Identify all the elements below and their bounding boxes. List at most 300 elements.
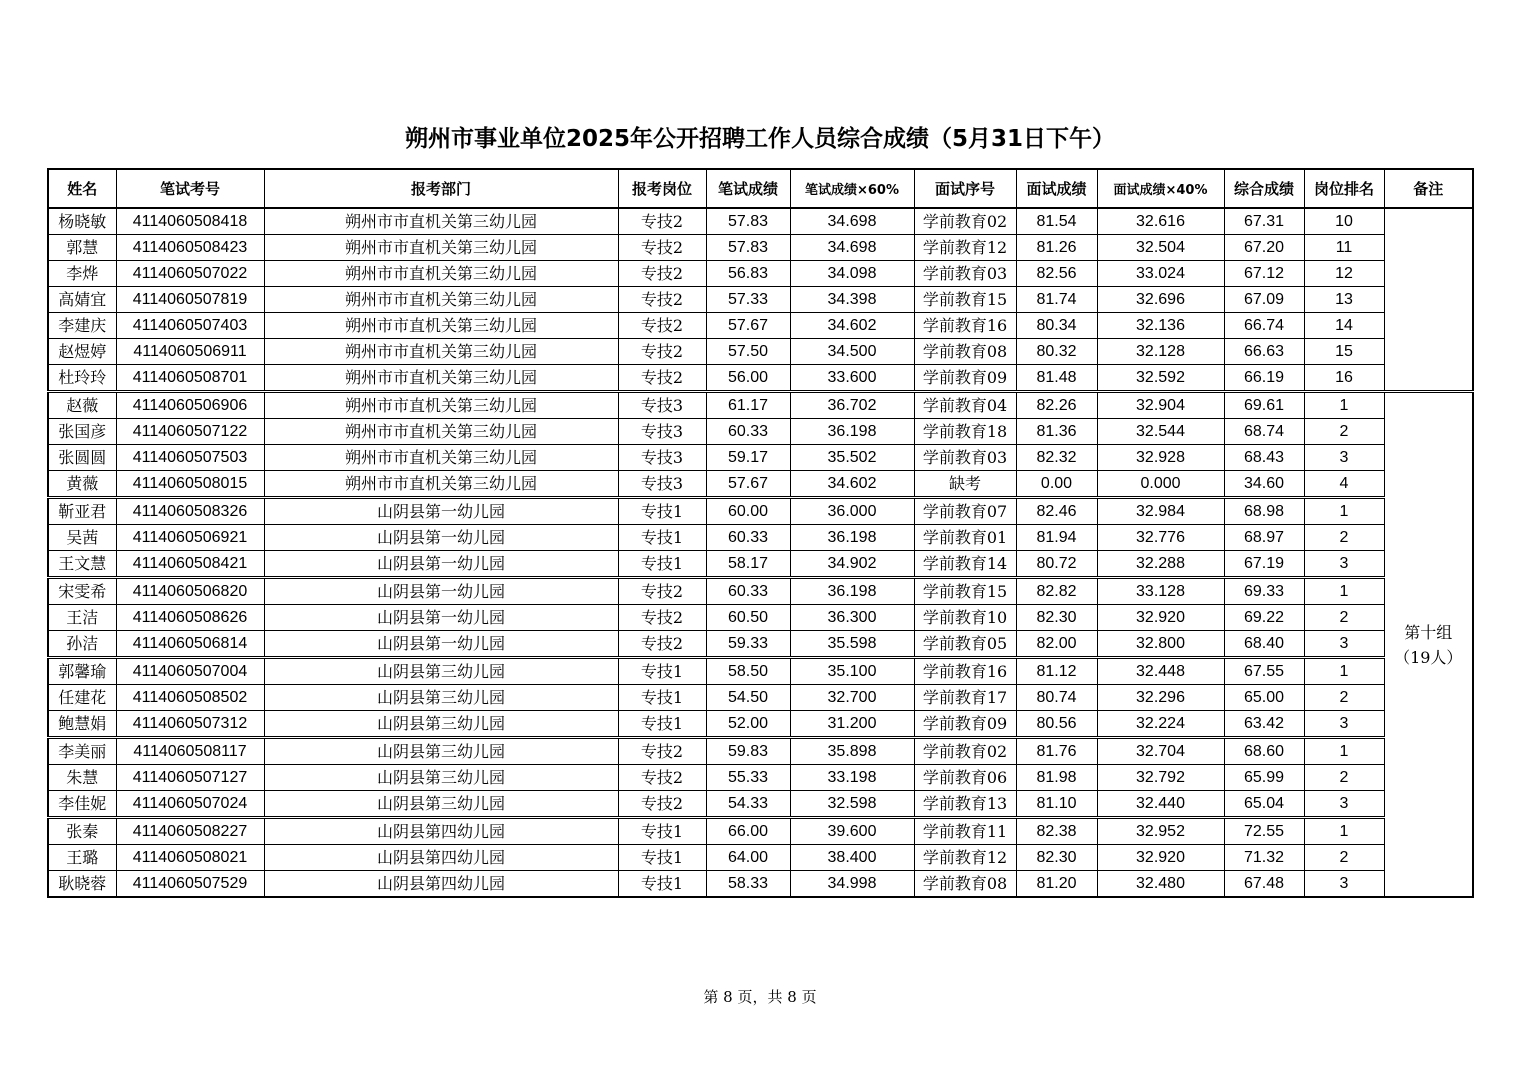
- cell-interview-score: 81.12: [1016, 658, 1097, 685]
- cell-interview-score: 82.30: [1016, 605, 1097, 631]
- cell-name: 吴茜: [48, 525, 116, 551]
- cell-department: 山阴县第四幼儿园: [264, 871, 618, 898]
- cell-department: 朔州市市直机关第三幼儿园: [264, 208, 618, 235]
- cell-interview-score: 82.30: [1016, 845, 1097, 871]
- cell-interview-weighted: 32.792: [1097, 765, 1224, 791]
- cell-exam-no: 4114060507819: [116, 287, 264, 313]
- cell-position: 专技2: [618, 765, 706, 791]
- cell-interview-weighted: 33.128: [1097, 578, 1224, 605]
- header-rank: 岗位排名: [1304, 169, 1384, 208]
- cell-name: 李烨: [48, 261, 116, 287]
- cell-position: 专技2: [618, 208, 706, 235]
- cell-total-score: 69.33: [1224, 578, 1304, 605]
- cell-department: 朔州市市直机关第三幼儿园: [264, 445, 618, 471]
- cell-written-score: 55.33: [706, 765, 790, 791]
- header-remark: 备注: [1384, 169, 1473, 208]
- cell-exam-no: 4114060508326: [116, 498, 264, 525]
- cell-department: 山阴县第三幼儿园: [264, 711, 618, 738]
- cell-name: 王璐: [48, 845, 116, 871]
- cell-written-score: 57.50: [706, 339, 790, 365]
- table-row: [48, 261, 1473, 287]
- cell-interview-score: 81.26: [1016, 235, 1097, 261]
- cell-total-score: 65.99: [1224, 765, 1304, 791]
- cell-name: 郭慧: [48, 235, 116, 261]
- cell-interview-weighted: 32.296: [1097, 685, 1224, 711]
- cell-total-score: 68.74: [1224, 419, 1304, 445]
- cell-interview-weighted: 32.224: [1097, 711, 1224, 738]
- cell-written-weighted: 34.500: [790, 339, 914, 365]
- cell-rank: 14: [1304, 313, 1384, 339]
- table-row: [48, 339, 1473, 365]
- cell-interview-score: 82.32: [1016, 445, 1097, 471]
- cell-rank: 13: [1304, 287, 1384, 313]
- table-row: [48, 525, 1473, 551]
- cell-interview-score: 81.74: [1016, 287, 1097, 313]
- cell-rank: 10: [1304, 208, 1384, 235]
- cell-interview-weighted: 32.696: [1097, 287, 1224, 313]
- cell-name: 赵煜婷: [48, 339, 116, 365]
- cell-exam-no: 4114060507022: [116, 261, 264, 287]
- cell-written-weighted: 38.400: [790, 845, 914, 871]
- cell-written-weighted: 34.098: [790, 261, 914, 287]
- cell-interview-no: 学前教育15: [914, 287, 1016, 313]
- cell-exam-no: 4114060507403: [116, 313, 264, 339]
- cell-written-score: 52.00: [706, 711, 790, 738]
- cell-department: 山阴县第四幼儿园: [264, 818, 618, 845]
- cell-written-weighted: 34.698: [790, 235, 914, 261]
- cell-interview-weighted: 33.024: [1097, 261, 1224, 287]
- table-row: [48, 765, 1473, 791]
- cell-interview-weighted: 32.616: [1097, 208, 1224, 235]
- remark-group-count: （19人）: [1394, 647, 1463, 667]
- cell-written-score: 56.00: [706, 365, 790, 392]
- cell-position: 专技2: [618, 738, 706, 765]
- cell-name: 宋雯希: [48, 578, 116, 605]
- cell-exam-no: 4114060507127: [116, 765, 264, 791]
- table-row: [48, 392, 1473, 419]
- cell-interview-score: 80.32: [1016, 339, 1097, 365]
- cell-written-weighted: 33.198: [790, 765, 914, 791]
- cell-written-weighted: 34.698: [790, 208, 914, 235]
- cell-department: 山阴县第四幼儿园: [264, 845, 618, 871]
- cell-remark-group: [1384, 392, 1473, 898]
- remark-group-label: 第十组: [1404, 622, 1453, 642]
- cell-position: 专技1: [618, 551, 706, 578]
- cell-name: 李建庆: [48, 313, 116, 339]
- cell-written-score: 57.33: [706, 287, 790, 313]
- cell-rank: 2: [1304, 605, 1384, 631]
- cell-interview-score: 0.00: [1016, 471, 1097, 498]
- cell-interview-score: 82.46: [1016, 498, 1097, 525]
- cell-written-weighted: 36.300: [790, 605, 914, 631]
- table-row: [48, 578, 1473, 605]
- cell-position: 专技2: [618, 578, 706, 605]
- table-row: [48, 658, 1473, 685]
- cell-interview-no: 学前教育09: [914, 365, 1016, 392]
- cell-interview-weighted: 32.504: [1097, 235, 1224, 261]
- cell-name: 耿晓蓉: [48, 871, 116, 898]
- cell-rank: 3: [1304, 791, 1384, 818]
- cell-interview-weighted: 32.440: [1097, 791, 1224, 818]
- cell-department: 朔州市市直机关第三幼儿园: [264, 339, 618, 365]
- cell-written-weighted: 36.198: [790, 525, 914, 551]
- cell-name: 杜玲玲: [48, 365, 116, 392]
- cell-total-score: 68.60: [1224, 738, 1304, 765]
- cell-total-score: 34.60: [1224, 471, 1304, 498]
- cell-position: 专技2: [618, 605, 706, 631]
- cell-interview-score: 82.82: [1016, 578, 1097, 605]
- cell-total-score: 67.55: [1224, 658, 1304, 685]
- cell-interview-no: 学前教育09: [914, 711, 1016, 738]
- cell-interview-weighted: 32.776: [1097, 525, 1224, 551]
- cell-interview-no: 学前教育10: [914, 605, 1016, 631]
- table-row: [48, 551, 1473, 578]
- cell-written-weighted: 36.198: [790, 578, 914, 605]
- cell-department: 山阴县第一幼儿园: [264, 578, 618, 605]
- cell-name: 李佳妮: [48, 791, 116, 818]
- cell-department: 山阴县第一幼儿园: [264, 498, 618, 525]
- cell-written-score: 66.00: [706, 818, 790, 845]
- cell-interview-weighted: 32.920: [1097, 845, 1224, 871]
- cell-written-weighted: 34.998: [790, 871, 914, 898]
- cell-department: 朔州市市直机关第三幼儿园: [264, 471, 618, 498]
- cell-written-score: 54.50: [706, 685, 790, 711]
- cell-written-weighted: 35.598: [790, 631, 914, 658]
- header-written-weighted: 笔试成绩×60%: [790, 169, 914, 208]
- cell-interview-no: 学前教育01: [914, 525, 1016, 551]
- cell-total-score: 68.98: [1224, 498, 1304, 525]
- cell-interview-weighted: 32.448: [1097, 658, 1224, 685]
- cell-interview-score: 82.00: [1016, 631, 1097, 658]
- cell-interview-score: 81.54: [1016, 208, 1097, 235]
- cell-rank: 3: [1304, 551, 1384, 578]
- cell-rank: 2: [1304, 419, 1384, 445]
- table-row: [48, 845, 1473, 871]
- table-row: [48, 445, 1473, 471]
- cell-total-score: 71.32: [1224, 845, 1304, 871]
- cell-position: 专技3: [618, 471, 706, 498]
- cell-written-weighted: 36.198: [790, 419, 914, 445]
- cell-written-score: 56.83: [706, 261, 790, 287]
- cell-department: 山阴县第三幼儿园: [264, 738, 618, 765]
- header-name: 姓名: [48, 169, 116, 208]
- cell-exam-no: 4114060507312: [116, 711, 264, 738]
- cell-written-score: 59.17: [706, 445, 790, 471]
- cell-rank: 16: [1304, 365, 1384, 392]
- cell-name: 任建花: [48, 685, 116, 711]
- score-table-body: [48, 208, 1473, 897]
- table-row: [48, 871, 1473, 898]
- cell-rank: 1: [1304, 498, 1384, 525]
- cell-written-score: 57.67: [706, 313, 790, 339]
- header-exam-no: 笔试考号: [116, 169, 264, 208]
- table-row: [48, 818, 1473, 845]
- cell-interview-score: 81.20: [1016, 871, 1097, 898]
- cell-interview-no: 学前教育03: [914, 261, 1016, 287]
- header-interview-weighted: 面试成绩×40%: [1097, 169, 1224, 208]
- cell-interview-score: 81.36: [1016, 419, 1097, 445]
- cell-written-weighted: 32.598: [790, 791, 914, 818]
- cell-rank: 3: [1304, 871, 1384, 898]
- cell-department: 朔州市市直机关第三幼儿园: [264, 392, 618, 419]
- cell-total-score: 63.42: [1224, 711, 1304, 738]
- cell-total-score: 67.48: [1224, 871, 1304, 898]
- cell-name: 靳亚君: [48, 498, 116, 525]
- cell-interview-no: 学前教育13: [914, 791, 1016, 818]
- cell-department: 山阴县第三幼儿园: [264, 685, 618, 711]
- cell-written-weighted: 31.200: [790, 711, 914, 738]
- cell-rank: 1: [1304, 818, 1384, 845]
- cell-position: 专技2: [618, 235, 706, 261]
- cell-position: 专技2: [618, 261, 706, 287]
- table-row: [48, 287, 1473, 313]
- header-department: 报考部门: [264, 169, 618, 208]
- cell-written-weighted: 36.000: [790, 498, 914, 525]
- table-row: [48, 711, 1473, 738]
- cell-position: 专技3: [618, 445, 706, 471]
- cell-written-weighted: 34.398: [790, 287, 914, 313]
- cell-name: 赵薇: [48, 392, 116, 419]
- cell-department: 朔州市市直机关第三幼儿园: [264, 313, 618, 339]
- score-table: [47, 168, 1474, 898]
- cell-written-weighted: 34.902: [790, 551, 914, 578]
- cell-interview-no: 学前教育17: [914, 685, 1016, 711]
- cell-exam-no: 4114060507529: [116, 871, 264, 898]
- header-position: 报考岗位: [618, 169, 706, 208]
- cell-total-score: 67.09: [1224, 287, 1304, 313]
- cell-name: 高婧宜: [48, 287, 116, 313]
- cell-interview-score: 80.72: [1016, 551, 1097, 578]
- cell-name: 李美丽: [48, 738, 116, 765]
- cell-total-score: 72.55: [1224, 818, 1304, 845]
- cell-written-score: 57.83: [706, 208, 790, 235]
- page-title: 朔州市事业单位2025年公开招聘工作人员综合成绩（5月31日下午）: [404, 126, 1116, 152]
- cell-written-score: 60.33: [706, 525, 790, 551]
- table-row: [48, 419, 1473, 445]
- cell-department: 山阴县第一幼儿园: [264, 631, 618, 658]
- cell-total-score: 69.22: [1224, 605, 1304, 631]
- cell-interview-weighted: 32.136: [1097, 313, 1224, 339]
- cell-interview-score: 82.38: [1016, 818, 1097, 845]
- cell-exam-no: 4114060506921: [116, 525, 264, 551]
- cell-interview-no: 学前教育03: [914, 445, 1016, 471]
- cell-interview-score: 81.76: [1016, 738, 1097, 765]
- cell-written-score: 57.67: [706, 471, 790, 498]
- cell-rank: 3: [1304, 445, 1384, 471]
- cell-name: 郭馨瑜: [48, 658, 116, 685]
- cell-position: 专技2: [618, 631, 706, 658]
- cell-exam-no: 4114060507004: [116, 658, 264, 685]
- cell-department: 朔州市市直机关第三幼儿园: [264, 365, 618, 392]
- cell-position: 专技1: [618, 685, 706, 711]
- cell-exam-no: 4114060508502: [116, 685, 264, 711]
- cell-exam-no: 4114060508227: [116, 818, 264, 845]
- cell-total-score: 67.31: [1224, 208, 1304, 235]
- header-total-score: 综合成绩: [1224, 169, 1304, 208]
- cell-written-score: 60.33: [706, 578, 790, 605]
- cell-interview-score: 80.74: [1016, 685, 1097, 711]
- cell-written-score: 60.00: [706, 498, 790, 525]
- cell-exam-no: 4114060506911: [116, 339, 264, 365]
- cell-exam-no: 4114060506814: [116, 631, 264, 658]
- cell-written-weighted: 39.600: [790, 818, 914, 845]
- cell-position: 专技2: [618, 365, 706, 392]
- cell-name: 王洁: [48, 605, 116, 631]
- cell-name: 朱慧: [48, 765, 116, 791]
- cell-remark-empty: [1384, 208, 1473, 392]
- cell-rank: 1: [1304, 578, 1384, 605]
- cell-position: 专技1: [618, 871, 706, 898]
- cell-interview-no: 学前教育18: [914, 419, 1016, 445]
- cell-total-score: 66.74: [1224, 313, 1304, 339]
- cell-exam-no: 4114060507122: [116, 419, 264, 445]
- cell-position: 专技1: [618, 818, 706, 845]
- cell-department: 朔州市市直机关第三幼儿园: [264, 261, 618, 287]
- cell-interview-weighted: 32.928: [1097, 445, 1224, 471]
- cell-exam-no: 4114060508626: [116, 605, 264, 631]
- cell-total-score: 67.12: [1224, 261, 1304, 287]
- cell-interview-score: 81.48: [1016, 365, 1097, 392]
- cell-interview-score: 81.94: [1016, 525, 1097, 551]
- cell-exam-no: 4114060506820: [116, 578, 264, 605]
- cell-name: 孙洁: [48, 631, 116, 658]
- cell-interview-no: 学前教育11: [914, 818, 1016, 845]
- page-footer: 第 8 页，共 8 页: [703, 988, 817, 1006]
- header-interview-no: 面试序号: [914, 169, 1016, 208]
- cell-department: 山阴县第三幼儿园: [264, 658, 618, 685]
- header-interview-score: 面试成绩: [1016, 169, 1097, 208]
- cell-department: 朔州市市直机关第三幼儿园: [264, 235, 618, 261]
- cell-interview-no: 学前教育14: [914, 551, 1016, 578]
- cell-rank: 1: [1304, 738, 1384, 765]
- cell-name: 鲍慧娟: [48, 711, 116, 738]
- cell-interview-no: 学前教育06: [914, 765, 1016, 791]
- cell-interview-no: 学前教育08: [914, 871, 1016, 898]
- cell-exam-no: 4114060508021: [116, 845, 264, 871]
- cell-written-score: 64.00: [706, 845, 790, 871]
- cell-exam-no: 4114060506906: [116, 392, 264, 419]
- cell-total-score: 67.20: [1224, 235, 1304, 261]
- cell-written-weighted: 32.700: [790, 685, 914, 711]
- cell-total-score: 68.43: [1224, 445, 1304, 471]
- cell-interview-score: 80.34: [1016, 313, 1097, 339]
- cell-rank: 1: [1304, 658, 1384, 685]
- cell-rank: 2: [1304, 845, 1384, 871]
- cell-interview-no: 学前教育16: [914, 658, 1016, 685]
- cell-name: 黄薇: [48, 471, 116, 498]
- cell-interview-no: 学前教育07: [914, 498, 1016, 525]
- cell-position: 专技1: [618, 498, 706, 525]
- table-row: [48, 235, 1473, 261]
- cell-total-score: 66.63: [1224, 339, 1304, 365]
- cell-interview-weighted: 32.288: [1097, 551, 1224, 578]
- cell-rank: 11: [1304, 235, 1384, 261]
- cell-exam-no: 4114060508421: [116, 551, 264, 578]
- cell-interview-no: 学前教育12: [914, 845, 1016, 871]
- cell-interview-weighted: 32.984: [1097, 498, 1224, 525]
- cell-position: 专技1: [618, 658, 706, 685]
- cell-written-weighted: 33.600: [790, 365, 914, 392]
- cell-exam-no: 4114060507503: [116, 445, 264, 471]
- table-row: [48, 685, 1473, 711]
- cell-total-score: 68.40: [1224, 631, 1304, 658]
- table-row: [48, 365, 1473, 392]
- cell-position: 专技2: [618, 313, 706, 339]
- cell-rank: 2: [1304, 765, 1384, 791]
- cell-written-weighted: 36.702: [790, 392, 914, 419]
- cell-interview-no: 学前教育02: [914, 208, 1016, 235]
- cell-interview-no: 学前教育08: [914, 339, 1016, 365]
- cell-interview-weighted: 32.952: [1097, 818, 1224, 845]
- table-row: [48, 471, 1473, 498]
- cell-name: 张秦: [48, 818, 116, 845]
- cell-department: 朔州市市直机关第三幼儿园: [264, 419, 618, 445]
- cell-written-score: 58.50: [706, 658, 790, 685]
- cell-written-score: 58.17: [706, 551, 790, 578]
- cell-name: 张圆圆: [48, 445, 116, 471]
- table-row: [48, 605, 1473, 631]
- cell-written-weighted: 34.602: [790, 313, 914, 339]
- cell-exam-no: 4114060508117: [116, 738, 264, 765]
- cell-total-score: 66.19: [1224, 365, 1304, 392]
- table-row: [48, 313, 1473, 339]
- cell-exam-no: 4114060508423: [116, 235, 264, 261]
- cell-interview-score: 81.98: [1016, 765, 1097, 791]
- cell-interview-weighted: 32.544: [1097, 419, 1224, 445]
- cell-position: 专技3: [618, 392, 706, 419]
- cell-interview-weighted: 32.704: [1097, 738, 1224, 765]
- cell-interview-score: 82.26: [1016, 392, 1097, 419]
- cell-interview-score: 80.56: [1016, 711, 1097, 738]
- cell-interview-no: 缺考: [914, 471, 1016, 498]
- table-header-row: [48, 169, 1473, 208]
- cell-position: 专技2: [618, 339, 706, 365]
- cell-rank: 1: [1304, 392, 1384, 419]
- cell-position: 专技1: [618, 525, 706, 551]
- cell-exam-no: 4114060507024: [116, 791, 264, 818]
- cell-exam-no: 4114060508418: [116, 208, 264, 235]
- table-row: [48, 498, 1473, 525]
- cell-rank: 2: [1304, 525, 1384, 551]
- cell-exam-no: 4114060508015: [116, 471, 264, 498]
- cell-interview-weighted: 32.128: [1097, 339, 1224, 365]
- cell-written-weighted: 35.100: [790, 658, 914, 685]
- cell-rank: 4: [1304, 471, 1384, 498]
- cell-interview-no: 学前教育15: [914, 578, 1016, 605]
- table-row: [48, 631, 1473, 658]
- cell-interview-weighted: 32.480: [1097, 871, 1224, 898]
- cell-name: 张国彦: [48, 419, 116, 445]
- cell-interview-no: 学前教育12: [914, 235, 1016, 261]
- cell-written-score: 59.33: [706, 631, 790, 658]
- cell-interview-weighted: 0.000: [1097, 471, 1224, 498]
- cell-total-score: 65.04: [1224, 791, 1304, 818]
- cell-interview-score: 81.10: [1016, 791, 1097, 818]
- cell-written-score: 59.83: [706, 738, 790, 765]
- cell-rank: 3: [1304, 711, 1384, 738]
- cell-department: 山阴县第一幼儿园: [264, 605, 618, 631]
- cell-interview-weighted: 32.800: [1097, 631, 1224, 658]
- cell-position: 专技2: [618, 791, 706, 818]
- cell-rank: 2: [1304, 685, 1384, 711]
- cell-total-score: 65.00: [1224, 685, 1304, 711]
- cell-exam-no: 4114060508701: [116, 365, 264, 392]
- table-row: [48, 738, 1473, 765]
- table-row: [48, 208, 1473, 235]
- cell-written-score: 60.33: [706, 419, 790, 445]
- cell-interview-no: 学前教育02: [914, 738, 1016, 765]
- cell-position: 专技2: [618, 287, 706, 313]
